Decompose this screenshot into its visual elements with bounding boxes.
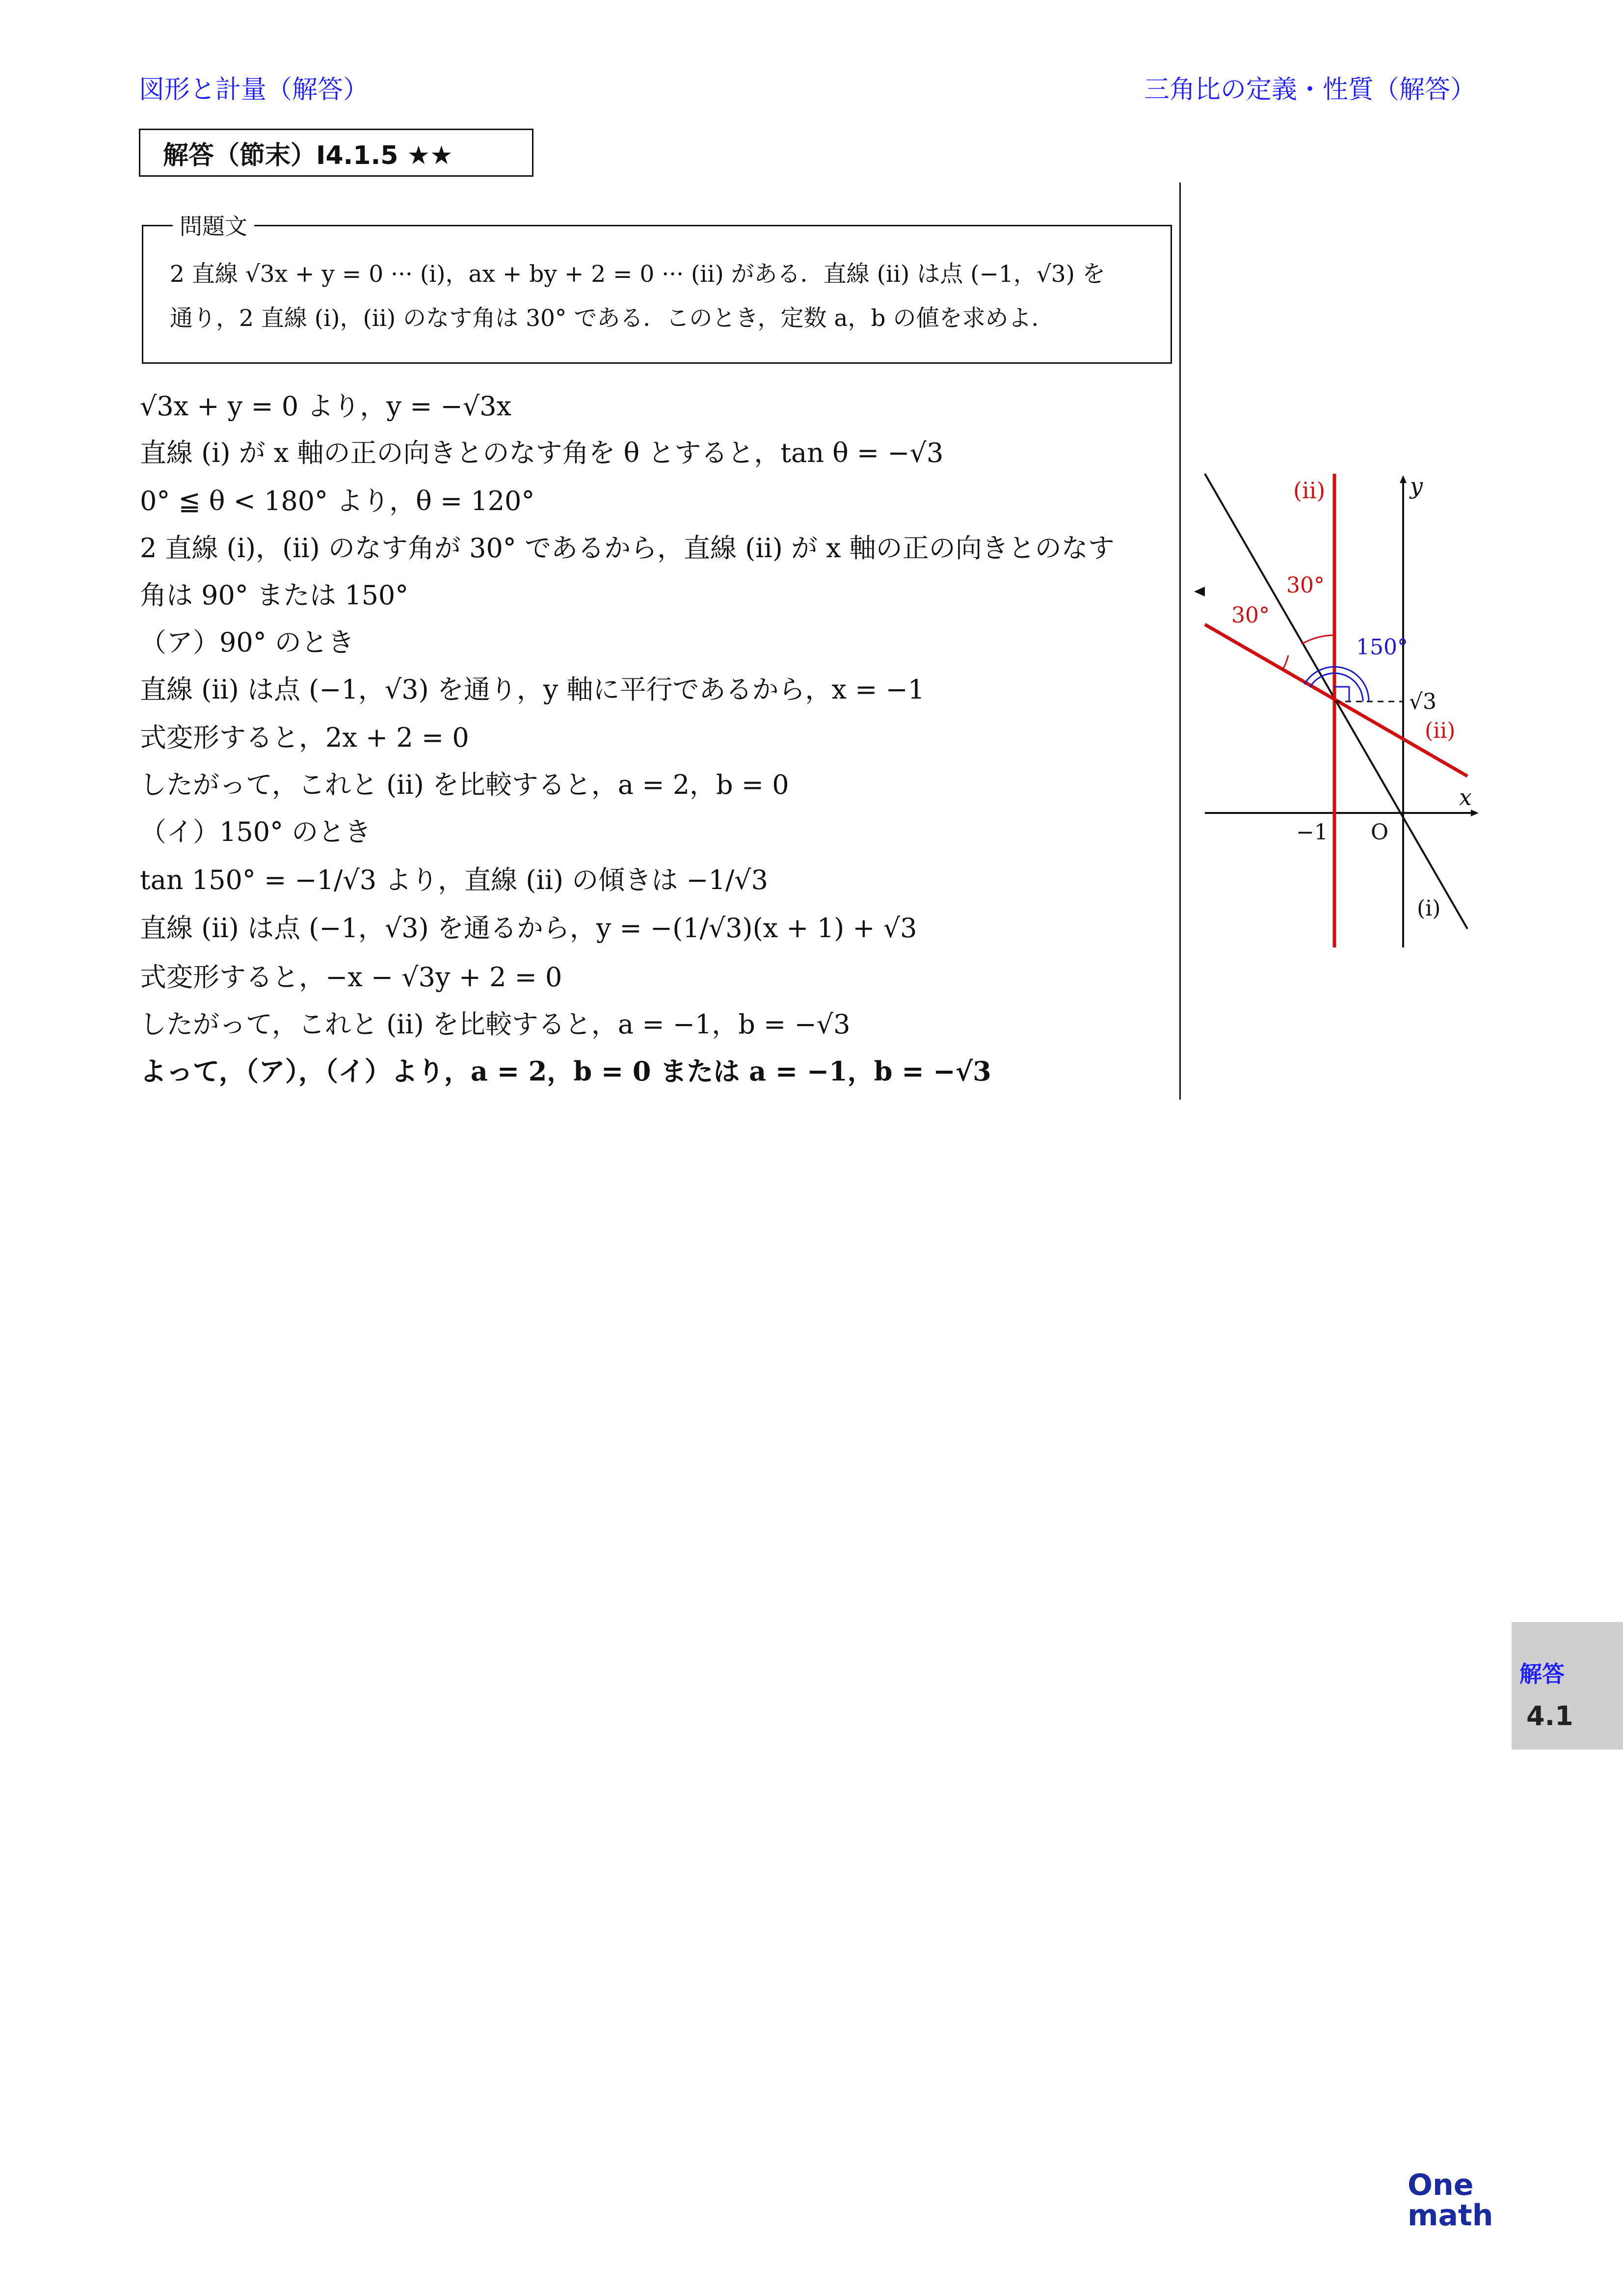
label-ii-top: (ii) — [1293, 477, 1326, 504]
solution-line-6: （ア）90° のとき — [140, 627, 354, 658]
problem-line-2: 通り，2 直線 (i)，(ii) のなす角は 30° である．このとき，定数 a，b の値を求めよ． — [170, 305, 1055, 332]
solution-title-box — [139, 129, 533, 177]
label-origin: O — [1371, 820, 1389, 845]
side-tab-number: 4.1 — [1526, 1701, 1573, 1731]
solution-line-12: 直線 (ii) は点 (−1，√3) を通るから，y = −(1/√3)(x + 1) + √3 — [140, 913, 917, 944]
problem-line-1: 2 直線 √3x + y = 0 ··· (i)，ax + by + 2 = 0 ··· (ii) がある．直線 (ii) は点 (−1，√3) を — [170, 261, 1105, 288]
coordinate-graph — [1190, 466, 1485, 957]
label-150: 150° — [1356, 635, 1408, 660]
label-neg1: −1 — [1296, 820, 1328, 845]
solution-line-4: 2 直線 (i)，(ii) のなす角が 30° であるから，直線 (ii) が x 軸の正の向きとのなす — [140, 533, 1115, 564]
label-ii-right: (ii) — [1425, 718, 1456, 743]
x-axis-arrow — [1471, 810, 1479, 816]
column-divider — [1179, 183, 1181, 1100]
angle-arc-150-outer — [1304, 667, 1369, 702]
y-axis-arrow — [1400, 475, 1407, 483]
logo-line-2: math — [1408, 2198, 1493, 2233]
label-i: (i) — [1417, 896, 1441, 921]
problem-label: 問題文 — [173, 209, 254, 241]
solution-line-7: 直線 (ii) は点 (−1，√3) を通り，y 軸に平行であるから，x = −1 — [140, 674, 925, 705]
header-chapter: 図形と計量（解答） — [139, 75, 369, 105]
solution-title: 解答（節末）I4.1.5 ★★ — [163, 140, 453, 170]
label-sqrt3: √3 — [1409, 689, 1437, 714]
header-section: 三角比の定義・性質（解答） — [1144, 75, 1476, 105]
solution-line-1: √3x + y = 0 より，y = −√3x — [140, 391, 511, 422]
solution-line-14: したがって，これと (ii) を比較すると，a = −1，b = −√3 — [140, 1009, 851, 1040]
solution-line-11: tan 150° = −1/√3 より，直線 (ii) の傾きは −1/√3 — [140, 864, 768, 895]
logo-line-1: One — [1408, 2168, 1474, 2202]
solution-line-2: 直線 (i) が x 軸の正の向きとのなす角を θ とすると，tan θ = −√3 — [140, 437, 944, 468]
conclusion: よって，（ア），（イ）より，a = 2，b = 0 または a = −1，b = −√3 — [140, 1055, 991, 1087]
label-30-top: 30° — [1286, 573, 1325, 598]
angle-arc-30-left — [1282, 655, 1288, 671]
angle-arc-30-top — [1302, 635, 1334, 644]
solution-line-5: 角は 90° または 150° — [140, 580, 409, 611]
solution-line-10: （イ）150° のとき — [140, 816, 372, 847]
chapter-side-tab — [1512, 1622, 1623, 1750]
side-tab-label: 解答 — [1519, 1661, 1565, 1687]
solution-line-8: 式変形すると，2x + 2 = 0 — [140, 722, 469, 753]
label-30-left: 30° — [1231, 603, 1270, 628]
label-y: y — [1410, 473, 1423, 499]
onemath-logo — [1408, 2170, 1493, 2231]
solution-line-13: 式変形すると，−x − √3y + 2 = 0 — [140, 962, 562, 993]
label-x: x — [1459, 784, 1472, 810]
solution-line-9: したがって，これと (ii) を比較すると，a = 2，b = 0 — [140, 769, 789, 800]
solution-line-3: 0° ≦ θ < 180° より，θ = 120° — [140, 486, 535, 516]
margin-marker-icon — [1194, 587, 1205, 596]
problem-box — [142, 213, 1172, 364]
